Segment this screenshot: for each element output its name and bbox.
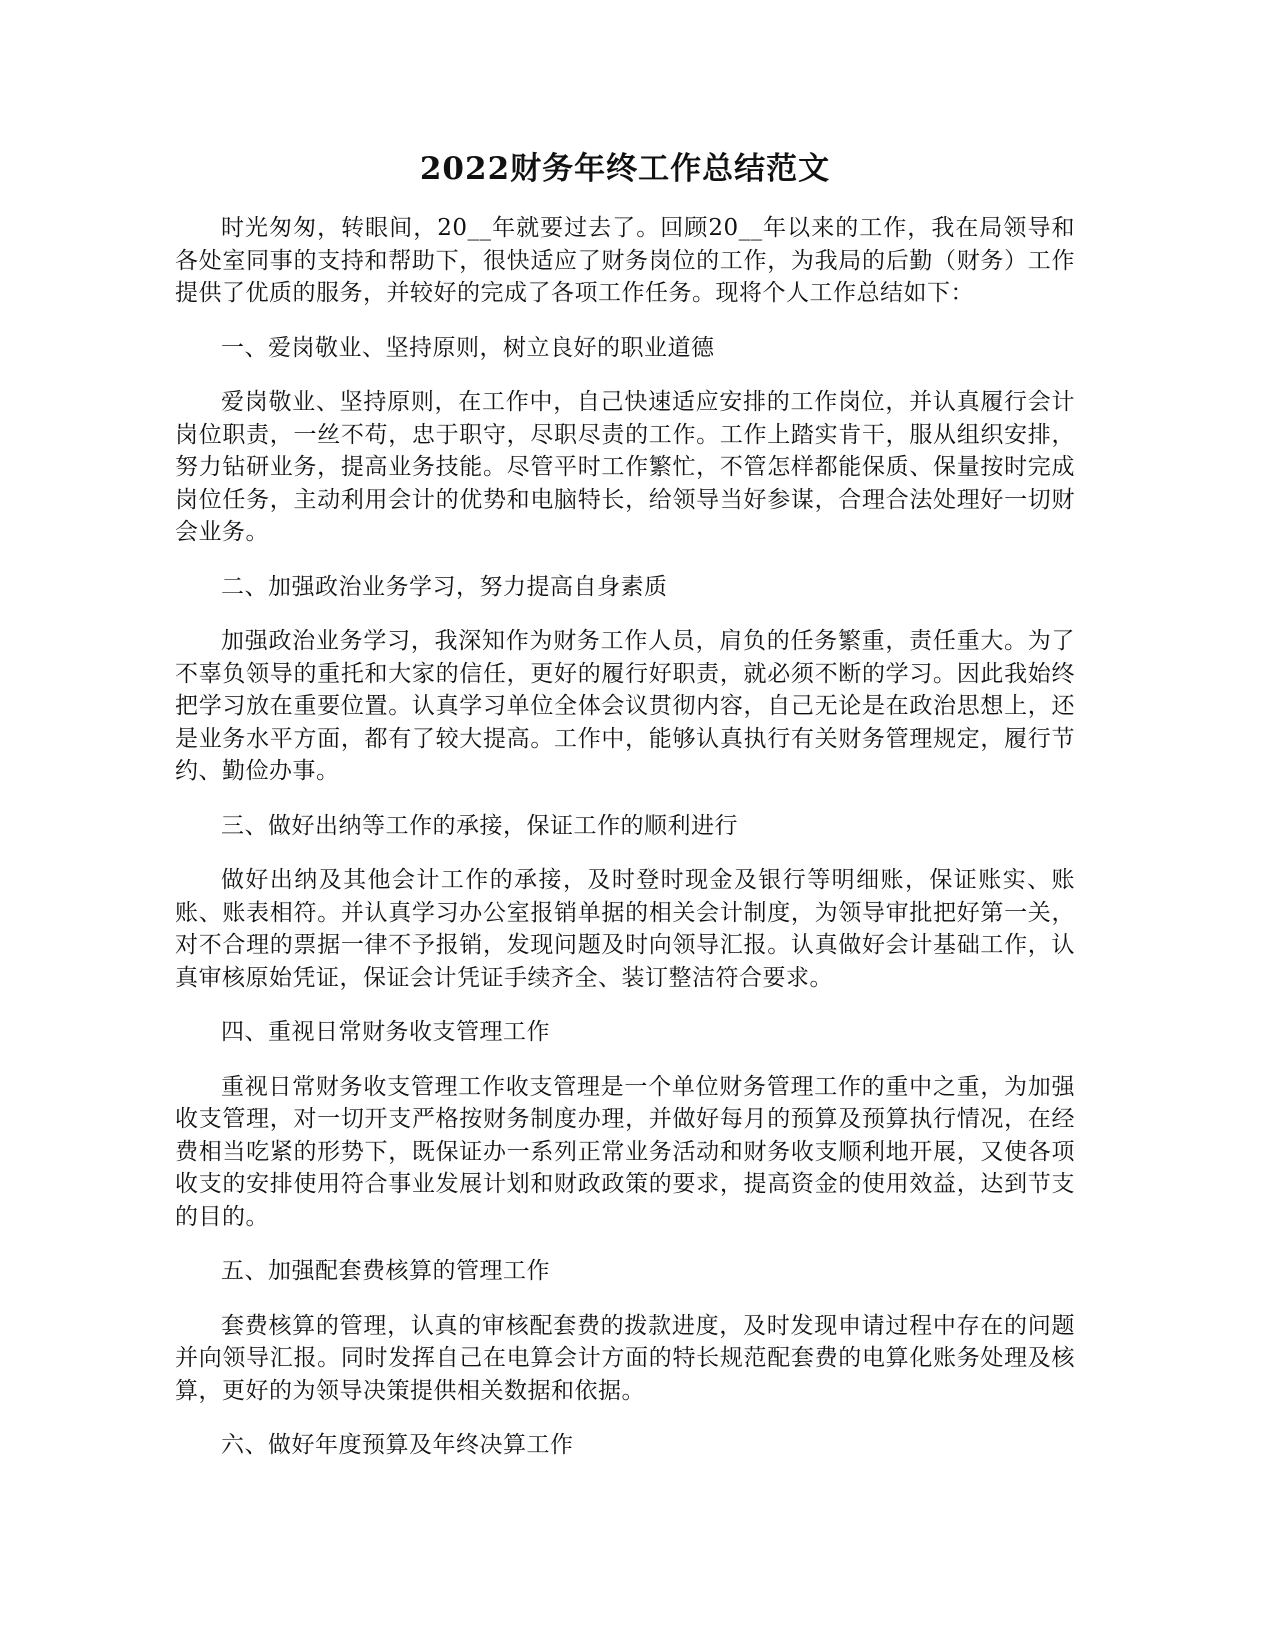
section-paragraph-4: 重视日常财务收支管理工作收支管理是一个单位财务管理工作的重中之重，为加强收支管理，对一切开支严格按财务制度办理，并做好每月的预算及预算执行情况，在经费相当吃紧的形势下，既保证办一系列正常业务活动和财务收支顺利地开展，又使各项收支的安排使用符合事业发展计划和财政政策的要求，提高资金的使用效益，达到节支的目的。 <box>175 1073 1075 1230</box>
intro-paragraph: 时光匆匆，转眼间，20__年就要过去了。回顾20__年以来的工作，我在局领导和各处室同事的支持和帮助下，很快适应了财务岗位的工作，为我局的后勤（财务）工作提供了优质的服务，并较好的完成了各项工作任务。现将个人工作总结如下： <box>175 215 1075 306</box>
section-heading-3: 三、做好出纳等工作的承接，保证工作的顺利进行 <box>221 812 738 839</box>
section-heading-1: 一、爱岗敬业、坚持原则，树立良好的职业道德 <box>221 334 715 361</box>
section-paragraph-1: 爱岗敬业、坚持原则，在工作中，自己快速适应安排的工作岗位，并认真履行会计岗位职责，一丝不苟，忠于职守，尽职尽责的工作。工作上踏实肯干，服从组织安排，努力钻研业务，提高业务技能。尽管平时工作繁忙，不管怎样都能保质、保量按时完成岗位任务，主动利用会计的优势和电脑特长，给领导当好参谋，合理合法处理好一切财会业务。 <box>175 389 1075 545</box>
section-heading-5: 五、加强配套费核算的管理工作 <box>221 1258 550 1284</box>
section-heading-6: 六、做好年度预算及年终决算工作 <box>221 1432 574 1458</box>
section-heading-4: 四、重视日常财务收支管理工作 <box>221 1019 550 1045</box>
document-title: 2022财务年终工作总结范文 <box>419 151 831 187</box>
section-heading-2: 二、加强政治业务学习，努力提高自身素质 <box>221 573 668 600</box>
section-paragraph-3: 做好出纳及其他会计工作的承接，及时登时现金及银行等明细账，保证账实、账账、账表相符。并认真学习办公室报销单据的相关会计制度，为领导审批把好第一关，对不合理的票据一律不予报销，发现问题及时向领导汇报。认真做好会计基础工作，认真审核原始凭证，保证会计凭证手续齐全、装订整洁符合要求。 <box>175 867 1075 991</box>
section-paragraph-5: 套费核算的管理，认真的审核配套费的拨款进度，及时发现申请过程中存在的问题并向领导汇报。同时发挥自己在电算会计方面的特长规范配套费的电算化账务处理及核算，更好的为领导决策提供相关数据和依据。 <box>175 1312 1075 1404</box>
section-paragraph-2: 加强政治业务学习，我深知作为财务工作人员，肩负的任务繁重，责任重大。为了不辜负领导的重托和大家的信任，更好的履行好职责，就必须不断的学习。因此我始终把学习放在重要位置。认真学习单位全体会议贯彻内容，自己无论是在政治思想上，还是业务水平方面，都有了较大提高。工作中，能够认真执行有关财务管理规定，履行节约、勤俭办事。 <box>175 628 1075 784</box>
